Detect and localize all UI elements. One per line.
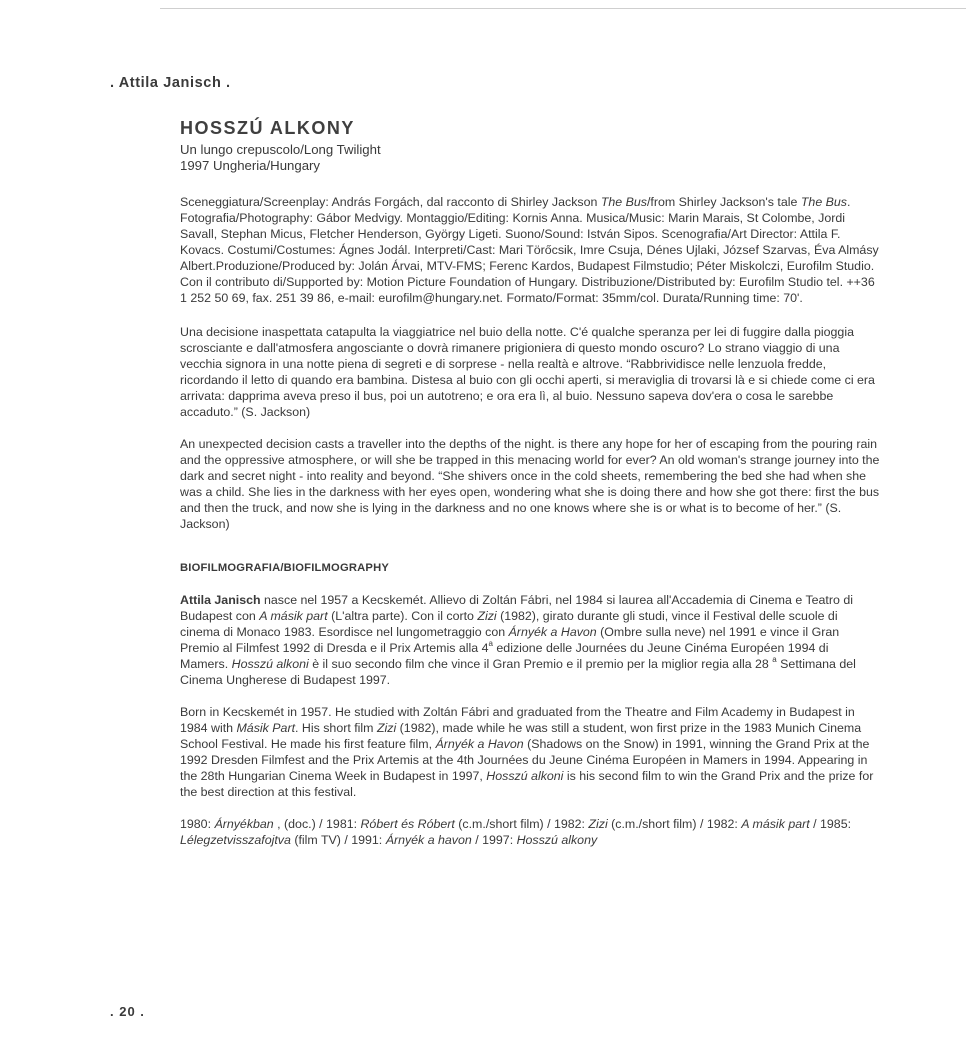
film-ref: Róbert és Róbert bbox=[360, 817, 455, 831]
synopsis-english: An unexpected decision casts a traveller into the depths of the night. is there any hope for her of escaping from the pouring rain and the oppressive atmosphere, or will she be trapped in this menacing world for ever? An old woman's strange journey into the dark and secret night - into reality and beyond. “She shivers once in the cold sheets, remembering the bed she had when she was a child. She lies in the darkness with her eyes open, wondering what she is doing there and how she got there: first the bus and then the truck, and now she is lying in the darkness and no one knows where she is or what is to become of her.” (S. Jackson) bbox=[180, 437, 880, 531]
film-ref: A másik part bbox=[741, 817, 810, 831]
film-ref: Hosszú alkony bbox=[516, 833, 598, 847]
synopsis-italian: Una decisione inaspettata catapulta la viaggiatrice nel buio della notte. C'é qualche speranza per lei di fuggire dalla pioggia scrosciante e dall'atmosfera angosciante o dovrà rimanere prigioniera di questo mondo oscuro? Lo strano viaggio di una vecchia signora in una notte piena di segreti e di sorprese - nella realtà e altrove. “Rabbrividisce nelle lenzuola fredde, ricordando il letto di quando era bambina. Distesa al buio con gli occhi aperti, si meraviglia di trovarsi là e si chiede come ci era arrivata: dapprima aveva preso il bus, poi un autotreno; e ora era lì, al buio. Nessuno sapeva dov'era o cosa le sarebbe accaduto.” (S. Jackson) bbox=[180, 325, 875, 419]
bio-text: (L'altra parte). Con il corto bbox=[327, 609, 478, 623]
film-ref: Árnyék a havon bbox=[385, 833, 472, 847]
film-ref: Hosszú alkoni bbox=[486, 769, 564, 783]
credits-text: /from Shirley Jackson's tale bbox=[646, 195, 801, 209]
film-ref: Árnyék a Havon bbox=[508, 625, 597, 639]
filmography-text: / 1985: bbox=[809, 817, 852, 831]
filmography-text: (c.m./short film) / 1982: bbox=[454, 817, 589, 831]
film-title: HOSSZÚ ALKONY bbox=[180, 118, 355, 138]
film-year-country: 1997 Ungheria/Hungary bbox=[180, 158, 321, 173]
filmography-text: (c.m./short film) / 1982: bbox=[607, 817, 742, 831]
bio-text: nasce nel 1957 a Kecskemét. Allievo di Zoltán Fábri, nel 1984 si laurea all'Accademia di Cinema e Teatro di Budapest con bbox=[180, 593, 853, 623]
bio-english bbox=[180, 704, 880, 800]
credits-text: . Fotografia/Photography: Gábor Medvigy. Montaggio/Editing: Kornis Anna. Musica/Music: Marin Marais, St Colombe, Jordi Savall, Stephan Micus, Fletcher Henderson, György Ligeti. Suono/Sound: István Sipos. Scenografia/Art Director: Attila F. Kovacs. Costumi/Costumes: Ágnes Jodál. Interpreti/Cast: Mari Törőcsik, Imre Csuja, Dénes Ujlaki, József Szarvas, Éva Almásy Albert.Produzione/Produced by: Jolán Árvai, MTV-FMS; Ferenc Kardos, Budapest Filmstudio; Péter Miskolczi, Eurofilm Studio. Con il contributo di/Supported by: Motion Picture Foundation of Hungary. Distribuzione/Distributed by: Eurofilm Studio tel. ++36 1 252 50 69, fax. 251 39 86, e-mail: eurofilm@hungary.net. Formato/Format: 35mm/col. Durata/Running time: 70'. bbox=[180, 195, 879, 305]
film-ref: Hosszú alkoni bbox=[231, 657, 309, 671]
main-content bbox=[180, 118, 880, 848]
film-ref: Másik Part bbox=[236, 721, 296, 735]
film-ref: A másik part bbox=[259, 609, 328, 623]
top-rule bbox=[160, 8, 966, 9]
bio-text: (1982), made while he was still a student, won first prize in the 1983 Munich Cinema School Festival. He made his first feature film, bbox=[180, 721, 862, 751]
director-header: . Attila Janisch . bbox=[110, 75, 231, 91]
filmography-text: 1980: bbox=[180, 817, 215, 831]
page-number: . 20 . bbox=[110, 1004, 145, 1019]
director-name: Attila Janisch bbox=[180, 593, 261, 607]
filmography-list bbox=[180, 816, 880, 848]
film-ref: Zizi bbox=[588, 817, 608, 831]
ordinal-sup: a bbox=[488, 639, 493, 648]
bio-text: is his second film to win the Grand Prix and the prize for the best direction at this festival. bbox=[180, 769, 874, 799]
film-ref: Zizi bbox=[376, 721, 397, 735]
bio-text: è il suo secondo film che vince il Gran Premio e il premio per la miglior regia alla 28 bbox=[308, 657, 773, 671]
film-ref: Árnyék a Havon bbox=[435, 737, 524, 751]
bio-text: Born in Kecskemét in 1957. He studied with Zoltán Fábri and graduated from the Theatre and Film Academy in Budapest in 1984 with bbox=[180, 705, 855, 735]
ordinal-sup: a bbox=[772, 655, 777, 664]
filmography-text: (film TV) / 1991: bbox=[290, 833, 386, 847]
credits-text: Sceneggiatura/Screenplay: András Forgách, dal racconto di Shirley Jackson bbox=[180, 195, 601, 209]
filmography-text: , (doc.) / 1981: bbox=[273, 817, 361, 831]
film-ref: Árnyékban bbox=[214, 817, 274, 831]
biofilmography-heading: BIOFILMOGRAFIA/BIOFILMOGRAPHY bbox=[180, 562, 390, 574]
film-ref: Lélegzetvisszafojtva bbox=[180, 833, 291, 847]
bio-text: (Ombre sulla neve) nel 1991 e vince il Gran Premio al Filmfest 1992 di Dresda e il Prix Artemis alla 4 bbox=[180, 625, 840, 655]
credits-title: The Bus bbox=[600, 195, 647, 209]
credits-paragraph bbox=[180, 194, 880, 306]
bio-italian bbox=[180, 592, 880, 688]
bio-text: . His short film bbox=[295, 721, 377, 735]
film-subtitle: Un lungo crepuscolo/Long Twilight bbox=[180, 142, 381, 157]
bio-text: (Shadows on the Snow) in 1991, winning the Grand Prix at the 1992 Dresden Filmfest and the Prix Artemis at the 4th Journées du Jeune Cinéma Européen in Mamers in 1994. Appearing in the 28th Hungarian Cinema Week in Budapest in 1997, bbox=[180, 737, 870, 783]
filmography-text: / 1997: bbox=[471, 833, 517, 847]
bio-text: (1982), girato durante gli studi, vince il Festival delle scuole di cinema di Monaco 1983. Esordisce nel lungometraggio con bbox=[180, 609, 838, 639]
film-ref: Zizi bbox=[477, 609, 497, 623]
bio-text: edizione delle Journées du Jeune Cinéma Européen 1994 di Mamers. bbox=[180, 641, 829, 671]
bio-text: Settimana del Cinema Ungherese di Budapest 1997. bbox=[180, 657, 856, 687]
credits-title: The Bus bbox=[800, 195, 848, 209]
